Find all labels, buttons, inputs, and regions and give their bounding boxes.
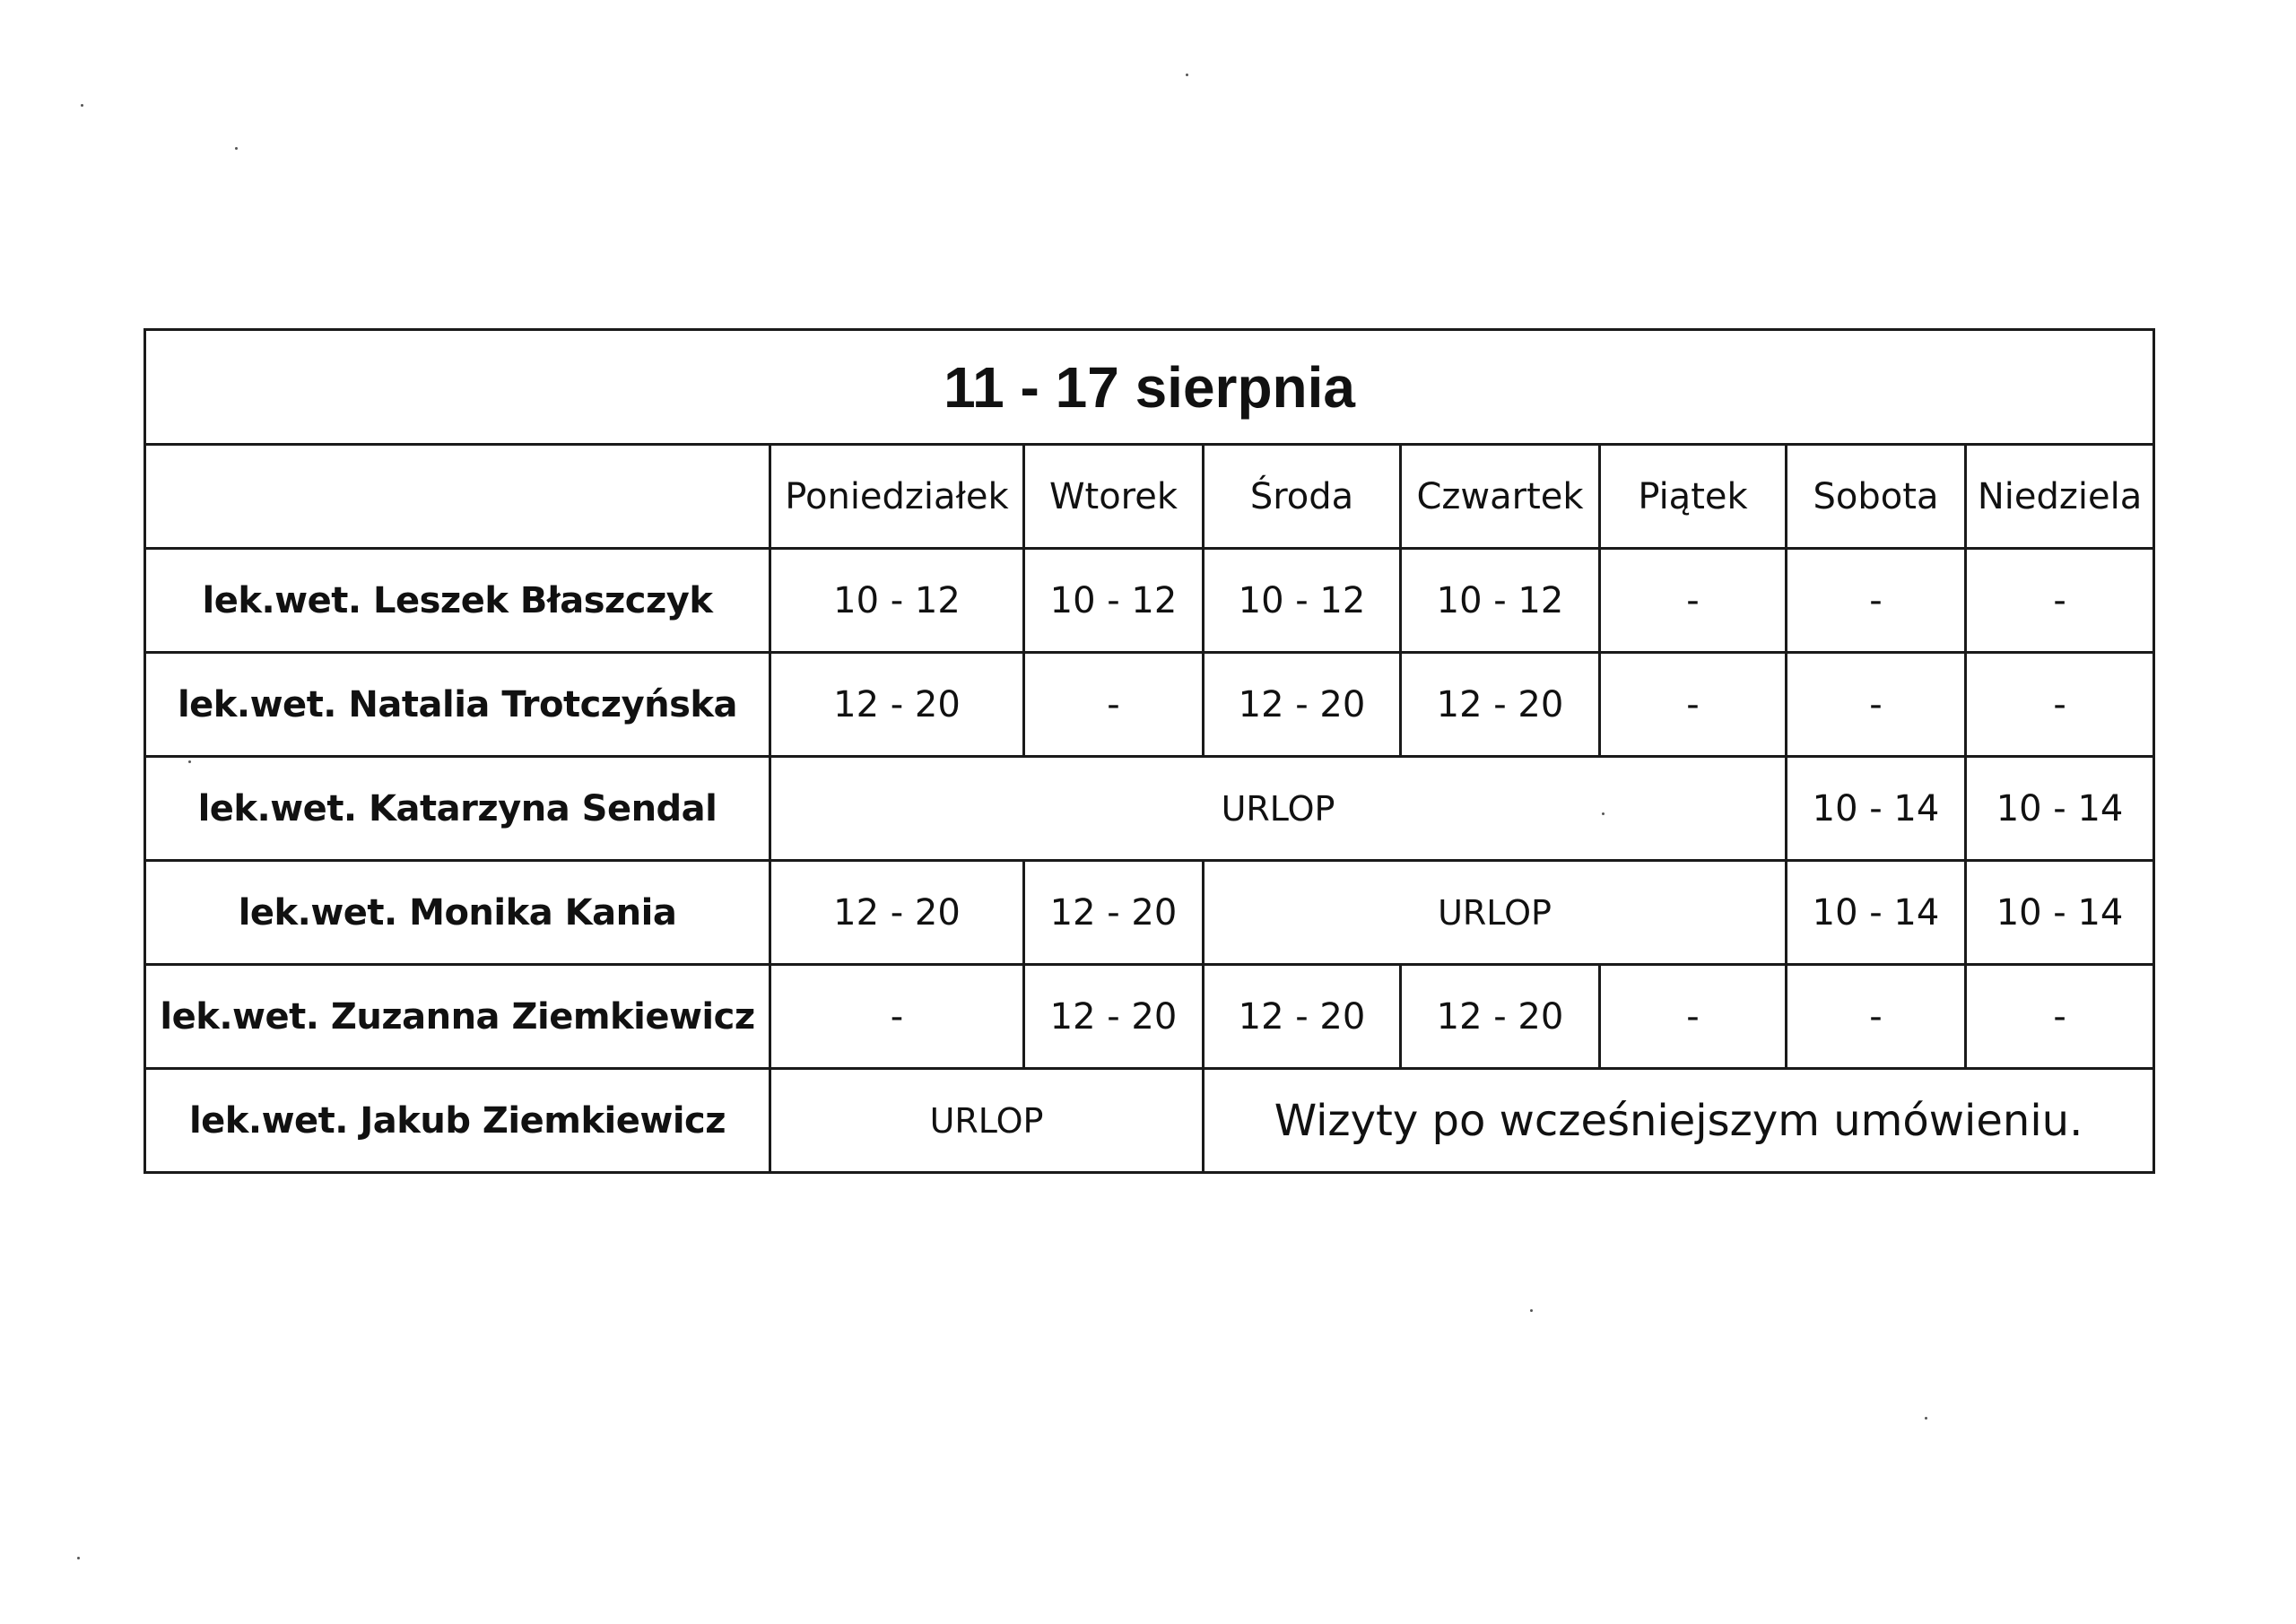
hours-cell: 12 - 20 [770,653,1024,757]
off-duty-cell: - [1600,965,1787,1069]
day-header-friday: Piątek [1600,445,1787,549]
hours-cell: 10 - 12 [1204,549,1401,653]
off-duty-cell: - [1787,549,1966,653]
title-row [145,330,2154,445]
day-header-saturday: Sobota [1787,445,1966,549]
vet-name-cell: lek.wet. Monika Kania [145,861,770,965]
schedule-table [144,328,2155,1174]
hours-cell: 10 - 14 [1966,757,2154,861]
off-duty-cell: - [1966,965,2154,1069]
off-duty-cell: - [1600,653,1787,757]
scan-speck [77,1557,80,1559]
leave-cell: URLOP [1204,861,1787,965]
header-corner-cell [145,445,770,549]
vet-name-cell: lek.wet. Zuzanna Ziemkiewicz [145,965,770,1069]
schedule-row [145,653,2154,757]
day-header-row [145,445,2154,549]
hours-cell: 12 - 20 [1204,653,1401,757]
hours-cell: 10 - 12 [1024,549,1204,653]
leave-cell: URLOP [770,757,1787,861]
hours-cell: 10 - 12 [1401,549,1600,653]
hours-cell: 10 - 14 [1966,861,2154,965]
hours-cell: 10 - 14 [1787,757,1966,861]
day-header-thursday: Czwartek [1401,445,1600,549]
schedule-row [145,549,2154,653]
vet-name-cell: lek.wet. Natalia Trotczyńska [145,653,770,757]
off-duty-cell: - [1787,965,1966,1069]
off-duty-cell: - [770,965,1024,1069]
hours-cell: 12 - 20 [770,861,1024,965]
scan-speck [1530,1309,1533,1312]
vet-name-cell: lek.wet. Jakub Ziemkiewicz [145,1069,770,1173]
scan-speck [235,147,238,150]
hours-cell: 12 - 20 [1024,965,1204,1069]
hours-cell: 12 - 20 [1401,653,1600,757]
off-duty-cell: - [1966,549,2154,653]
day-header-monday: Poniedziałek [770,445,1024,549]
off-duty-cell: - [1600,549,1787,653]
schedule-row [145,757,2154,861]
scan-speck [188,760,191,763]
hours-cell: 12 - 20 [1401,965,1600,1069]
scan-speck [1602,812,1605,815]
scan-speck [81,104,83,107]
hours-cell: 10 - 14 [1787,861,1966,965]
schedule-row [145,965,2154,1069]
hours-cell: 10 - 12 [770,549,1024,653]
hours-cell: 12 - 20 [1024,861,1204,965]
day-header-wednesday: Środa [1204,445,1401,549]
scan-speck [1186,74,1188,76]
schedule-title: 11 - 17 sierpnia [145,330,2154,445]
off-duty-cell: - [1024,653,1204,757]
leave-cell: URLOP [770,1069,1204,1173]
day-header-sunday: Niedziela [1966,445,2154,549]
scan-speck [1925,1417,1927,1420]
day-header-tuesday: Wtorek [1024,445,1204,549]
schedule-row [145,861,2154,965]
vet-name-cell: lek.wet. Leszek Błaszczyk [145,549,770,653]
off-duty-cell: - [1787,653,1966,757]
off-duty-cell: - [1966,653,2154,757]
appointment-note-cell: Wizyty po wcześniejszym umówieniu. [1204,1069,2154,1173]
schedule-row [145,1069,2154,1173]
vet-name-cell: lek.wet. Katarzyna Sendal [145,757,770,861]
hours-cell: 12 - 20 [1204,965,1401,1069]
